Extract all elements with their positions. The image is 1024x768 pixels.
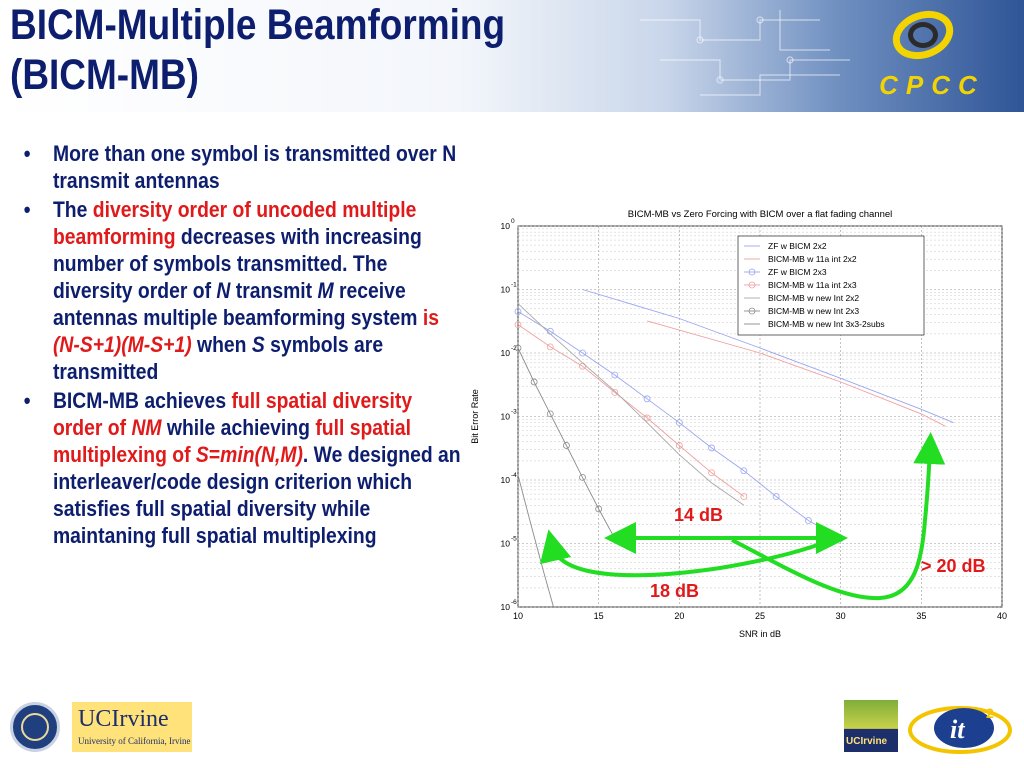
x-tick-label: 35 [916, 611, 927, 621]
y-tick-exponent: -5 [511, 535, 517, 543]
bullet-text-segment: full spatial diversity order of [52, 388, 413, 440]
y-tick-label: 10 [500, 348, 510, 358]
bullet-text-segment: The [52, 197, 93, 222]
x-tick-label: 30 [835, 611, 846, 621]
cpcc-logo-text: CPCC [879, 70, 985, 100]
bullet-text-segment: . We designed an interleaver/code design criterion which satisfies full spatial diversity while maintaning full spatial multiplexing [52, 442, 461, 548]
bullet-text-segment: More than one symbol is transmitted over N transmit antennas [52, 141, 457, 193]
y-tick-label: 10 [500, 602, 510, 612]
y-tick-exponent: -3 [511, 408, 517, 416]
uc-seal-logo [10, 702, 60, 752]
y-tick-exponent: -6 [511, 599, 517, 606]
title-line-1: BICM-Multiple Beamforming [10, 1, 506, 49]
bullet-text-segment: = [208, 442, 221, 467]
bullet-text-segment: NM [131, 415, 162, 440]
uci-logo [72, 702, 192, 752]
bullet-marker: • [23, 388, 31, 413]
bullet-text-segment: transmit [230, 278, 318, 303]
legend-label: ZF w BICM 2x3 [768, 267, 827, 277]
x-tick-label: 40 [996, 611, 1008, 621]
bullet-text-segment: S [251, 332, 265, 357]
legend-label: BICM-MB w new Int 3x3-2subs [768, 319, 885, 329]
bullet-text-segment: receive antennas multiple beamforming system [52, 278, 423, 330]
bullet-text-segment: decreases with increasing number of symbols transmitted. The diversity order of [52, 224, 422, 303]
x-tick-label: 10 [512, 611, 524, 621]
annotation-20db: > 20 dB [921, 556, 986, 576]
uci-logo-subtitle: University of California, Irvine [78, 736, 191, 746]
it2-logo-sup: 2 [986, 705, 994, 721]
bullet-marker: • [23, 141, 31, 166]
annotation-14db: 14 dB [674, 505, 724, 525]
arrow-20db [732, 448, 930, 598]
x-tick-label: 20 [674, 611, 685, 621]
legend-label: BICM-MB w 11a int 2x3 [768, 280, 857, 290]
bullet-text-segment: BICM-MB achieves [52, 388, 232, 413]
it2-logo-text: it [950, 715, 965, 744]
y-tick-exponent: -4 [511, 472, 517, 479]
legend-label: BICM-MB w new Int 2x3 [768, 306, 860, 316]
bullet-text-segment: full spatial multiplexing of [52, 415, 412, 467]
bullet-text-segment: M [317, 278, 334, 303]
bullet-text-segment: while achieving [161, 415, 316, 440]
legend-label: BICM-MB w 11a int 2x2 [768, 254, 857, 264]
bullet-marker: • [23, 197, 31, 222]
x-tick-label: 25 [754, 611, 766, 621]
legend-label: ZF w BICM 2x2 [768, 241, 827, 251]
y-tick-label: 10 [500, 411, 510, 422]
y-tick-label: 10 [500, 284, 510, 295]
bullet-text-segment: S [195, 442, 209, 467]
uci-logo-name: UCIrvine [78, 706, 169, 732]
bullet-text-segment: diversity order of uncoded multiple beamforming [52, 197, 417, 249]
uci-small-logo [844, 700, 898, 752]
x-tick-label: 15 [593, 611, 604, 621]
y-tick-exponent: 0 [511, 218, 515, 225]
bullet-text-segment: N [216, 278, 231, 303]
seal-inner-icon [21, 713, 49, 741]
bullet-text-segment: when [191, 332, 252, 357]
y-axis-label: Bit Error Rate [470, 389, 480, 444]
uci-small-logo-text: UCIrvine [846, 736, 888, 747]
bullet-text-segment: min(N,M) [220, 442, 303, 467]
y-tick-label: 10 [500, 538, 510, 549]
y-tick-label: 10 [500, 221, 510, 231]
bullet-text-segment: (N-S+1)(M-S+1) [52, 332, 192, 357]
y-tick-label: 10 [500, 475, 510, 485]
bullet-text-segment: is [422, 305, 439, 330]
y-tick-exponent: -2 [511, 345, 517, 352]
y-tick-exponent: -1 [511, 281, 517, 289]
chart-title: BICM-MB vs Zero Forcing with BICM over a flat fading channel [627, 209, 893, 220]
bullet-text-segment: symbols are transmitted [52, 332, 384, 384]
legend-label: BICM-MB w new Int 2x2 [768, 293, 860, 303]
it2-logo [906, 700, 1014, 756]
x-axis-label: SNR in dB [738, 629, 782, 639]
title-line-2: (BICM-MB) [10, 51, 199, 99]
annotation-18db: 18 dB [650, 581, 700, 601]
